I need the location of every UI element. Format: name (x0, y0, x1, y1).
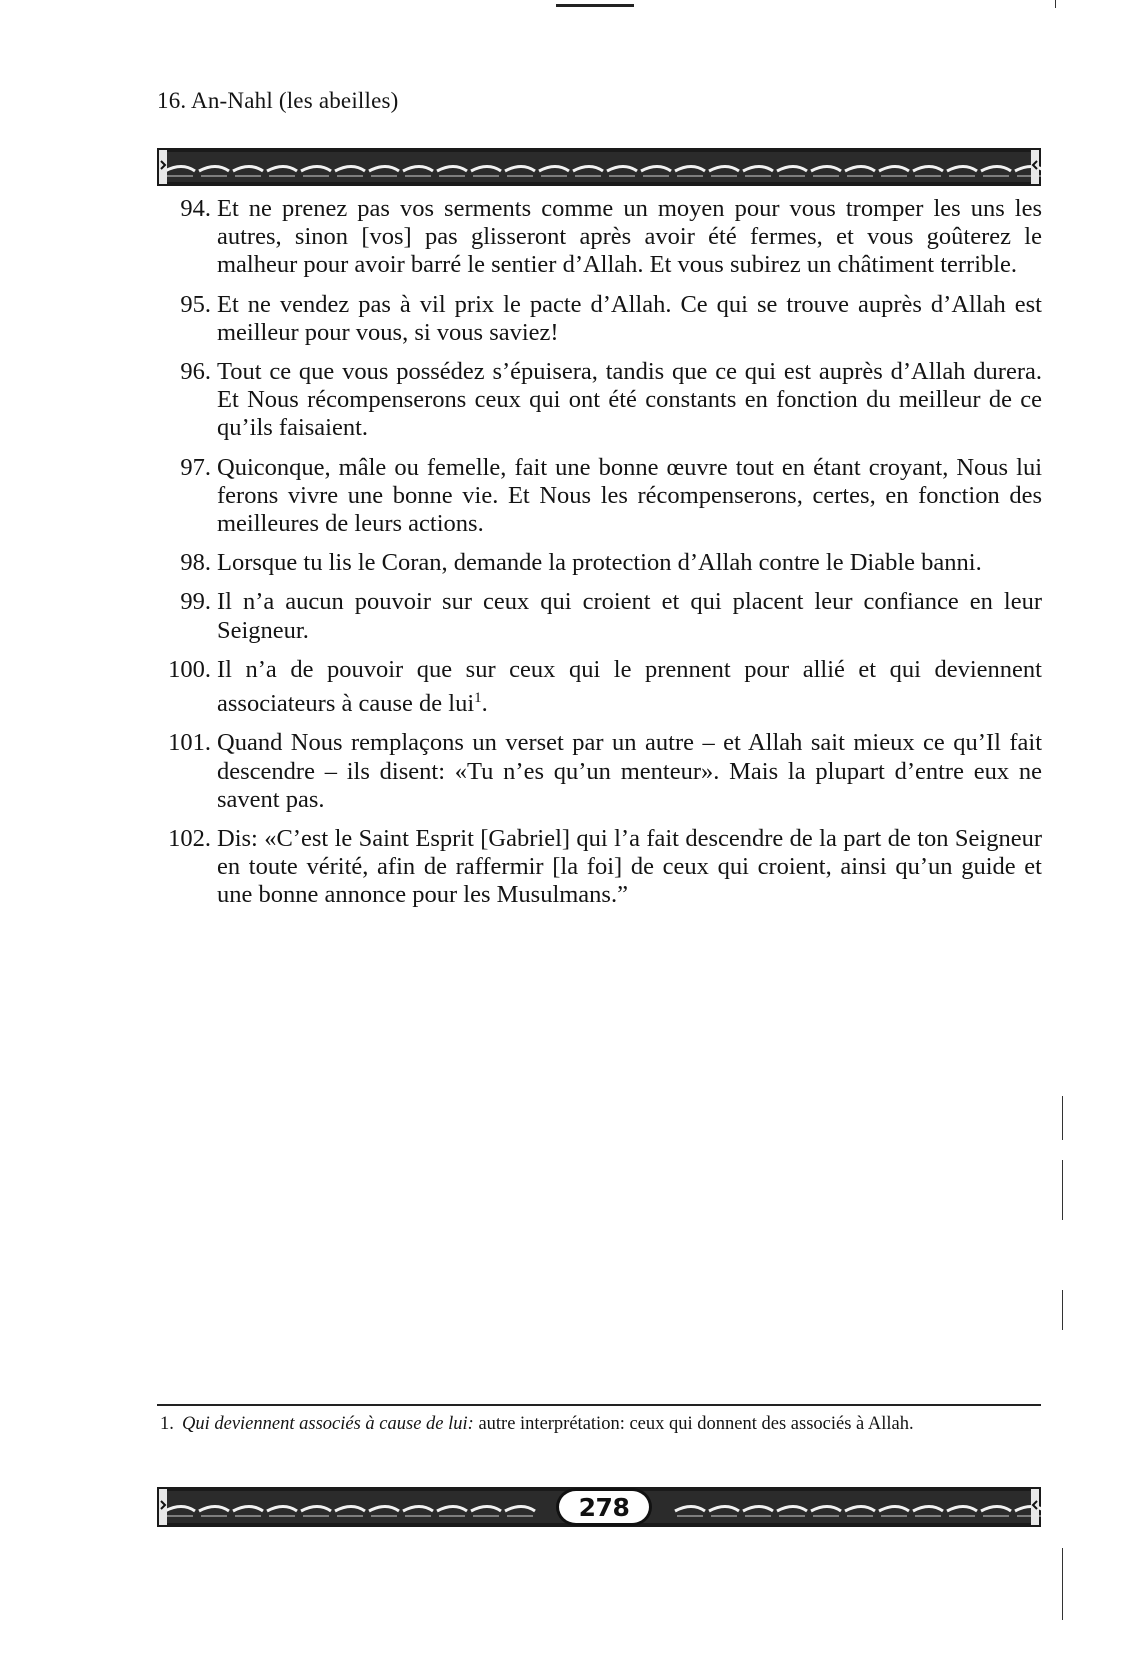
verse-text: Et ne prenez pas vos serments comme un moyen pour vous tromper les uns les autres, sinon [vos] pas glisseront après avoir été fermes, et vous goûterez le malheur pour avoir barré le sentier d’Allah. Et vous subirez un châtiment terrible. (217, 195, 1042, 279)
top-rule (556, 4, 634, 7)
scan-edge-mark (1055, 0, 1056, 8)
verse-97 (160, 454, 1042, 539)
footnote-number: 1. (160, 1414, 174, 1434)
verse-number: 102. (168, 825, 211, 853)
verse-number: 97. (180, 453, 211, 481)
page-number: 278 (556, 1488, 652, 1526)
verse-number: 98. (180, 549, 211, 577)
verse-text: Tout ce que vous possédez s’épuisera, tandis que ce qui est auprès d’Allah durera. Et Nous récompenserons ceux qui ont été constants en fonction du meilleur de ce qu’ils faisaient. (217, 358, 1042, 442)
verse-number: 99. (180, 588, 211, 616)
scan-edge-mark (1062, 1548, 1063, 1620)
verse-text: Quiconque, mâle ou femelle, fait une bonne œuvre tout en étant croyant, Nous lui ferons vivre une bonne vie. Et Nous les récompenserons, certes, en fonction des meilleures de leurs actions. (217, 453, 1042, 538)
footnote-reference: 1 (474, 690, 482, 707)
scan-edge-mark (1062, 1160, 1063, 1220)
verse-number: 96. (180, 358, 211, 386)
scan-edge-mark (1062, 1096, 1063, 1140)
footnote (160, 1412, 1042, 1436)
verse-96 (160, 358, 1042, 443)
verse-text: Quand Nous remplaçons un verset par un autre – et Allah sait mieux ce qu’Il fait descendre – ils disent: «Tu n’es qu’un menteur». Mais la plupart d’entre eux ne savent pas. (217, 729, 1042, 813)
verse-text-wrapper (217, 656, 1042, 719)
verse-text: Il n’a aucun pouvoir sur ceux qui croient et qui placent leur confiance en leur Seigneur. (217, 588, 1042, 644)
footnote-body (182, 1412, 1042, 1436)
verse-98 (160, 549, 1042, 577)
verse-101 (160, 729, 1042, 814)
scan-edge-mark (1062, 1290, 1063, 1330)
verse-99 (160, 588, 1042, 644)
verse-94 (160, 195, 1042, 280)
footnote-text: autre interprétation: ceux qui donnent des associés à Allah. (473, 1414, 914, 1434)
verse-number: 94. (180, 195, 211, 222)
verse-number: 100. (168, 655, 211, 683)
verse-number: 95. (180, 290, 211, 318)
verse-text: Et ne vendez pas à vil prix le pacte d’Allah. Ce qui se trouve auprès d’Allah est meilleur pour vous, si vous saviez! (217, 290, 1042, 346)
footnote-rule (157, 1404, 1041, 1406)
footnote-italic: Qui deviennent associés à cause de lui: (182, 1414, 474, 1434)
running-title: 16. An-Nahl (les abeilles) (157, 88, 399, 113)
verse-list (160, 195, 1042, 921)
verse-102 (160, 825, 1042, 910)
verse-number: 101. (168, 729, 211, 757)
verse-text: Il n’a de pouvoir que sur ceux qui le prennent pour allié et qui deviennent associateurs à cause de lui (217, 655, 1042, 718)
verse-100 (160, 656, 1042, 719)
verse-text-tail: . (481, 690, 488, 718)
verse-text: Dis: «C’est le Saint Esprit [Gabriel] qui l’a fait descendre de la part de ton Seigneur en toute vérité, afin de raffermir [la foi] de ceux qui croient, ainsi qu’un guide et une bonne annonce pour les Musulmans.” (217, 825, 1042, 909)
ornamental-band-top (157, 148, 1041, 186)
verse-95 (160, 291, 1042, 347)
verse-text: Lorsque tu lis le Coran, demande la protection d’Allah contre le Diable banni. (217, 549, 982, 577)
